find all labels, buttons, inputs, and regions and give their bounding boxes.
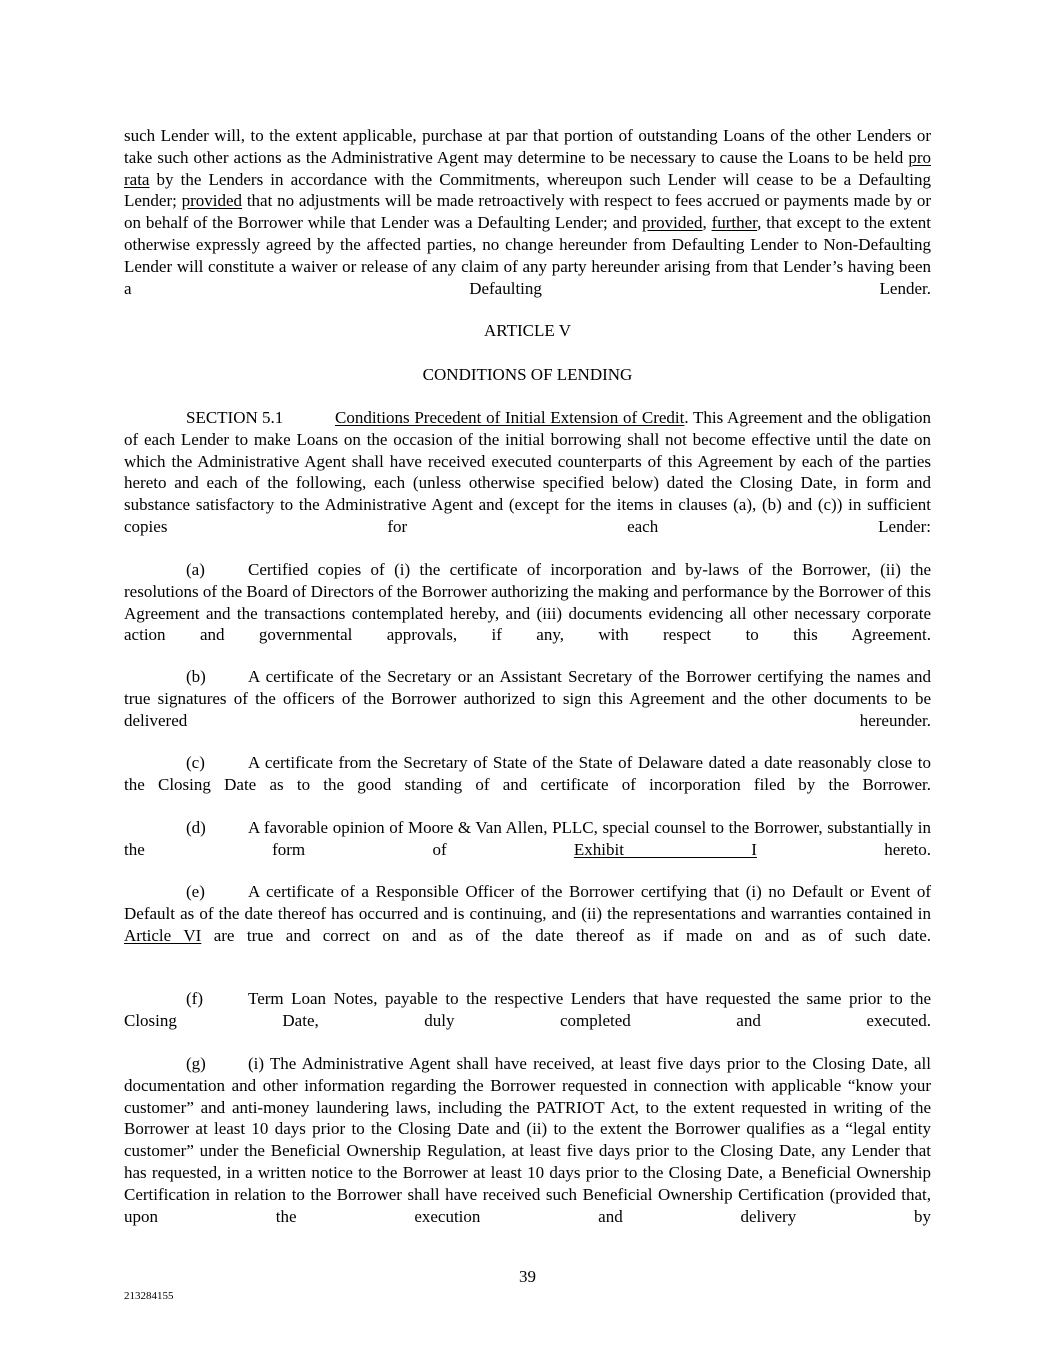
clause-e: (e) A certificate of a Responsible Officer of the Borrower certifying that (i) no Default or Event of Default as of the date thereof has occurred and is continuing, and (ii) the representations and warranties contained in Article VI are true and correct on and as of the date thereof as if made on and as of such date. <box>124 882 931 945</box>
exhibit-i-link: Exhibit I <box>573 839 757 859</box>
page-number: 39 <box>519 1267 536 1286</box>
clause-g: (g) (i) The Administrative Agent shall have received, at least five days prior to the Closing Date, all documentation and other information regarding the Borrower requested in connection with applicable “know your customer” and anti-money laundering laws, including the PATRIOT Act, to the extent requested in writing of the Borrower at least 10 days prior to the Closing Date and (ii) to the extent the Borrower qualifies as a “legal entity customer” under the Beneficial Ownership Regulation, at least five days prior to the Closing Date, any Lender that has requested, in a written notice to the Borrower at least 10 days prior to the Closing Date, a Beneficial Ownership Certification in relation to the Borrower shall have received such Beneficial Ownership Certification (provided that, upon the execution and delivery by <box>124 1054 931 1226</box>
clause-f: (f) Term Loan Notes, payable to the respective Lenders that have requested the same prior to the Closing Date, duly completed and executed. <box>124 989 931 1030</box>
clause-d: (d) A favorable opinion of Moore & Van Allen, PLLC, special counsel to the Borrower, substantially in the form of Exhibit I hereto. <box>124 818 931 859</box>
clause-c: (c) A certificate from the Secretary of State of the State of Delaware dated a date reasonably close to the Closing Date as to the good standing of and certificate of incorporation filed by the Borrower. <box>124 753 931 794</box>
clause-b: (b) A certificate of the Secretary or an Assistant Secretary of the Borrower certifying the names and true signatures of the officers of the Borrower authorized to sign this Agreement and the other documents to be delivered hereunder. <box>124 667 931 730</box>
clause-a: (a) Certified copies of (i) the certificate of incorporation and by-laws of the Borrower, (ii) the resolutions of the Board of Directors of the Borrower authorizing the making and performance by the Borrower of this Agreement and the transactions contemplated hereby, and (iii) documents evidencing all other necessary corporate action and governmental approvals, if any, with respect to this Agreement. <box>124 560 931 645</box>
document-id: 213284155 <box>124 1290 174 1302</box>
article-title: CONDITIONS OF LENDING <box>422 365 633 384</box>
article-vi-link: Article VI <box>124 925 202 945</box>
continuation-paragraph: such Lender will, to the extent applicable, purchase at par that portion of outstanding Loans of the other Lenders or take such other actions as the Administrative Agent may determine to be necessary to cause the Loans to be held pro rata by the Lenders in accordance with the Commitments, whereupon such Lender will cease to be a Defaulting Lender; provided that no adjustments will be made retroactively with respect to fees accrued or payments made by or on behalf of the Borrower while that Lender was a Defaulting Lender; and provided, further, that except to the extent otherwise expressly agreed by the affected parties, no change hereunder from Defaulting Lender to Non-Defaulting Lender will constitute a waiver or release of any claim of any party hereunder arising from that Lender’s having been a Defaulting Lender. <box>124 126 931 298</box>
section-5-1-paragraph: SECTION 5.1 Conditions Precedent of Initial Extension of Credit. This Agreement and the obligation of each Lender to make Loans on the occasion of the initial borrowing shall not become effective until the date on which the Administrative Agent shall have received executed counterparts of this Agreement by each of the parties hereto and each of the following, each (unless otherwise specified below) dated the Closing Date, in form and substance satisfactory to the Administrative Agent and (except for the items in clauses (a), (b) and (c)) in sufficient copies for each Lender: <box>124 408 931 536</box>
section-heading: Conditions Precedent of Initial Extension of Credit <box>335 408 685 427</box>
section-label: SECTION 5.1 <box>186 408 284 427</box>
article-number: ARTICLE V <box>484 321 571 340</box>
